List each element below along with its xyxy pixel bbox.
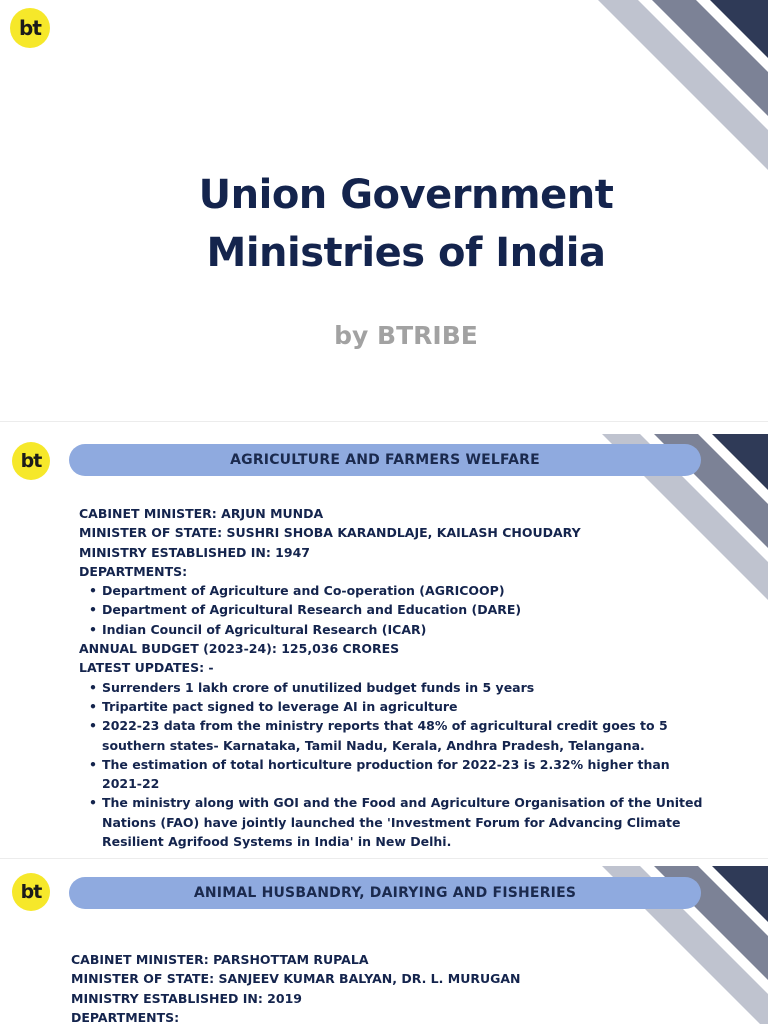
ministry-details: [79, 504, 719, 850]
section-banner: [69, 877, 701, 909]
slide-separator: [0, 858, 768, 859]
departments-label: DEPARTMENTS:: [71, 1009, 180, 1024]
list-item: • Tripartite pact signed to leverage AI in agriculture: [102, 697, 712, 716]
slide-separator: [0, 421, 768, 422]
established-year: MINISTRY ESTABLISHED IN: 1947: [79, 544, 310, 560]
brand-logo-text: bt: [20, 881, 42, 903]
brand-logo-text: bt: [20, 450, 42, 472]
list-item: • Department of Agricultural Research and Education (DARE): [102, 600, 719, 619]
list-item: • Surrenders 1 lakh crore of unutilized budget funds in 5 years: [102, 678, 712, 697]
corner-stripes-decoration: [598, 0, 768, 170]
cabinet-minister: CABINET MINISTER: PARSHOTTAM RUPALA: [71, 952, 369, 967]
minister-of-state: MINISTER OF STATE: SUSHRI SHOBA KARANDLAJE, KAILASH CHOUDARY: [79, 525, 581, 541]
annual-budget: ANNUAL BUDGET (2023-24): 125,036 CRORES: [79, 641, 400, 657]
departments-label: DEPARTMENTS:: [79, 563, 188, 579]
list-item: • The estimation of total horticulture production for 2022-23 is 2.32% higher than 2021-22: [102, 755, 712, 794]
list-item: • The ministry along with GOI and the Food and Agriculture Organisation of the United Nations (FAO) have jointly launched the 'Investment Forum for Advancing Climate Resilient Agrifood Systems in India' in New Delhi.: [102, 793, 712, 850]
list-item: • Indian Council of Agricultural Research (ICAR): [102, 620, 719, 639]
list-item: • 2022-23 data from the ministry reports that 48% of agricultural credit goes to 5 southern states- Karnataka, Tamil Nadu, Kerala, Andhra Pradesh, Telangana.: [102, 716, 712, 755]
brand-logo: [10, 8, 50, 48]
brand-logo: [12, 442, 50, 480]
brand-logo: [12, 873, 50, 911]
animal-husbandry-slide: [0, 866, 768, 1024]
minister-of-state: MINISTER OF STATE: SANJEEV KUMAR BALYAN, DR. L. MURUGAN: [71, 971, 521, 987]
title-slide: [0, 0, 768, 408]
page-title: [0, 166, 768, 282]
list-item: • Department of Agriculture and Co-operation (AGRICOOP): [102, 581, 719, 600]
cabinet-minister: CABINET MINISTER: ARJUN MUNDA: [79, 506, 324, 521]
established-year: MINISTRY ESTABLISHED IN: 2019: [71, 990, 302, 1006]
section-banner-text: AGRICULTURE AND FARMERS WELFARE: [230, 452, 540, 468]
byline: by BTRIBE: [334, 321, 478, 350]
brand-logo-text: bt: [19, 16, 41, 40]
departments-list: [79, 581, 719, 639]
title-line-2: Ministries of India: [206, 230, 606, 276]
section-banner: [69, 444, 701, 476]
updates-label: LATEST UPDATES: -: [79, 660, 214, 676]
section-banner-text: ANIMAL HUSBANDRY, DAIRYING AND FISHERIES: [193, 885, 577, 901]
updates-list: [79, 678, 712, 850]
title-line-1: Union Government: [198, 172, 614, 218]
agriculture-slide: [0, 434, 768, 850]
ministry-details: [71, 950, 711, 1024]
